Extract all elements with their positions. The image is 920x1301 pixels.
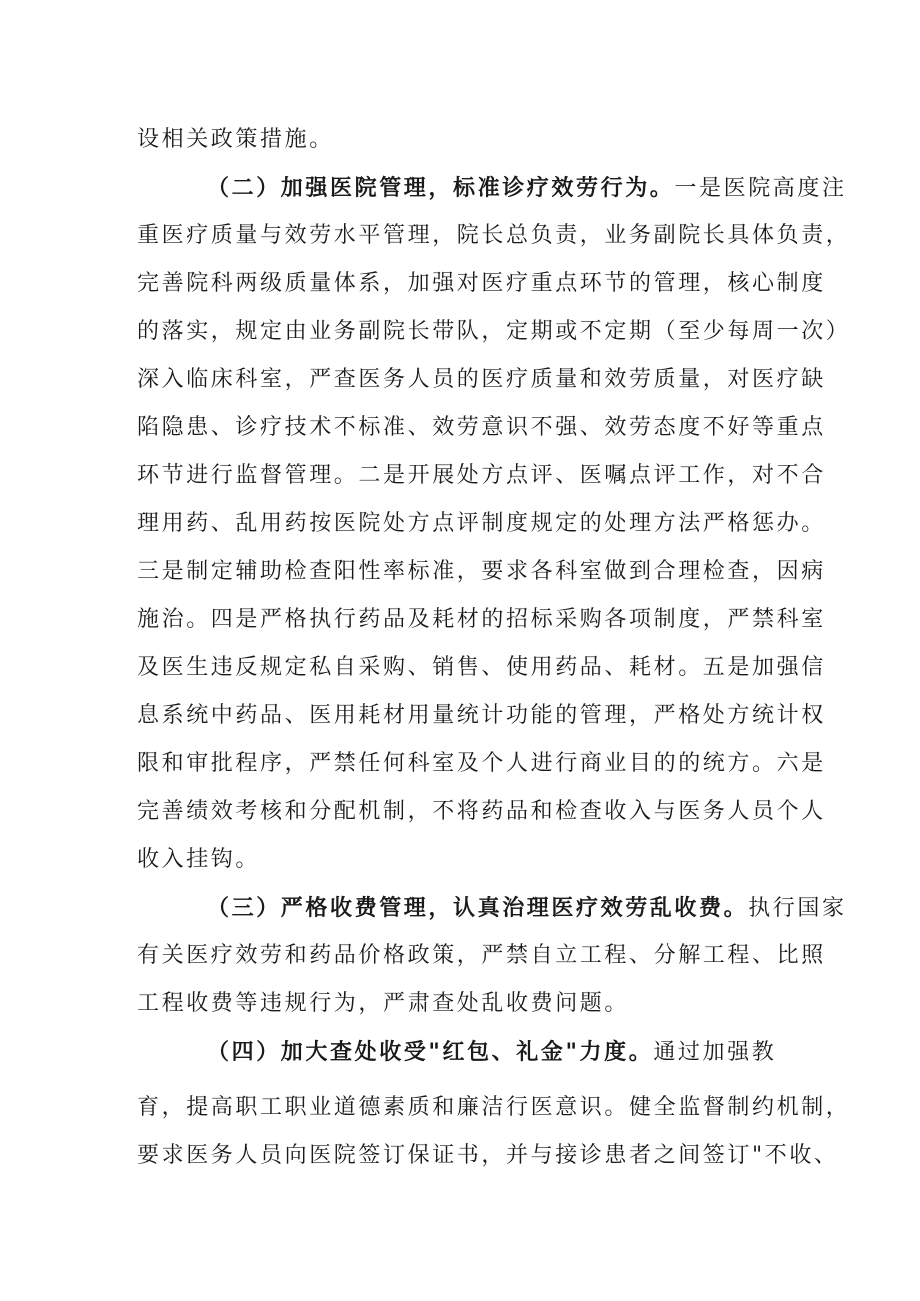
text-line: 及医生违反规定私自采购、销售、使用药品、耗材。五是加强信 bbox=[137, 655, 826, 680]
text-line: 收入挂钩。 bbox=[137, 847, 261, 872]
text-line: 理用药、乱用药按医院处方点评制度规定的处理方法严格惩办。 bbox=[137, 511, 826, 536]
section-4-heading-line: （四）加大查处收受"红包、礼金"力度。通过加强教 bbox=[207, 1039, 777, 1065]
text-line: 环节进行监督管理。二是开展处方点评、医嘱点评工作，对不合 bbox=[137, 463, 826, 488]
text-line: 息系统中药品、医用耗材用量统计功能的管理，严格处方统计权 bbox=[137, 703, 826, 728]
text-line: 施治。四是严格执行药品及耗材的招标采购各项制度，严禁科室 bbox=[137, 607, 826, 632]
text-line: 设相关政策措施。 bbox=[137, 127, 334, 152]
text-line: 三是制定辅助检查阳性率标准，要求各科室做到合理检查，因病 bbox=[137, 559, 826, 584]
text-line: 工程收费等违规行为，严肃查处乱收费问题。 bbox=[137, 991, 630, 1016]
section-2-heading-line: （二）加强医院管理，标准诊疗效劳行为。一是医院高度注 bbox=[207, 175, 847, 201]
section-3-heading-line: （三）严格收费管理，认真治理医疗效劳乱收费。执行国家 bbox=[207, 895, 847, 921]
text-line: 深入临床科室，严查医务人员的医疗质量和效劳质量，对医疗缺 bbox=[137, 367, 826, 392]
text-line: 完善绩效考核和分配机制，不将药品和检查收入与医务人员个人 bbox=[137, 799, 826, 824]
text-line: 要求医务人员向医院签订保证书，并与接诊患者之间签订"不收、 bbox=[137, 1143, 839, 1168]
text-line: 重医疗质量与效劳水平管理，院长总负责，业务副院长具体负责， bbox=[137, 223, 851, 248]
section-heading: （三）严格收费管理，认真治理医疗效劳乱收费。 bbox=[207, 895, 749, 921]
text-line: 陷隐患、诊疗技术不标准、效劳意识不强、效劳态度不好等重点 bbox=[137, 415, 826, 440]
text-line: 的落实，规定由业务副院长带队，定期或不定期（至少每周一次） bbox=[137, 319, 851, 344]
text-line: 完善院科两级质量体系，加强对医疗重点环节的管理，核心制度 bbox=[137, 271, 826, 296]
text-line: 有关医疗效劳和药品价格政策，严禁自立工程、分解工程、比照 bbox=[137, 943, 826, 968]
section-heading: （二）加强医院管理，标准诊疗效劳行为。 bbox=[207, 175, 675, 201]
section-heading: （四）加大查处收受"红包、礼金"力度。 bbox=[207, 1039, 654, 1065]
text-line: 育，提高职工职业道德素质和廉洁行医意识。健全监督制约机制， bbox=[137, 1095, 851, 1120]
text-line: 限和审批程序，严禁任何科室及个人进行商业目的的统方。六是 bbox=[137, 751, 826, 776]
